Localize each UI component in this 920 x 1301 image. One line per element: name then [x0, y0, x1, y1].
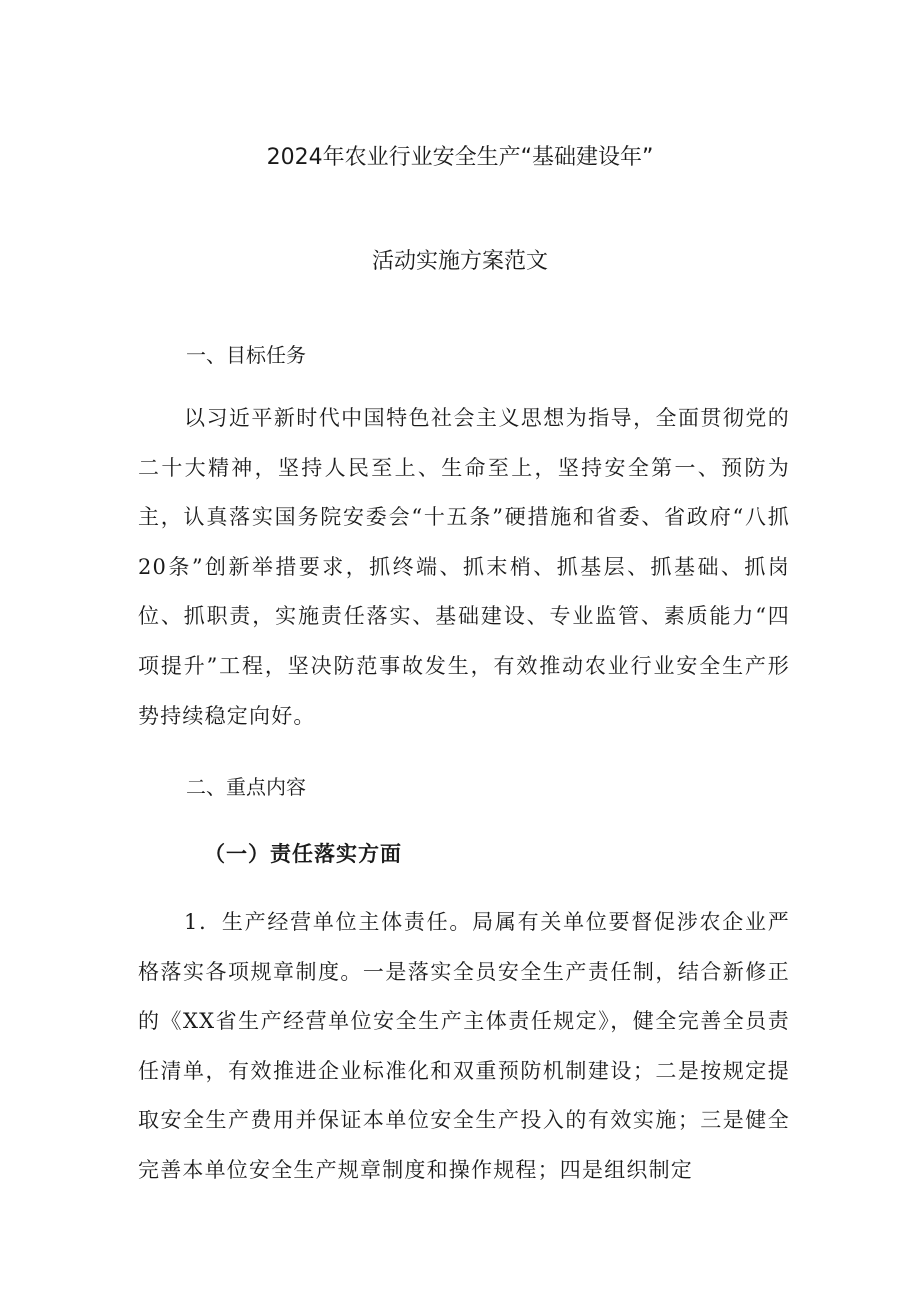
section-paragraph-goals: 以习近平新时代中国特色社会主义思想为指导，全面贯彻党的二十大精神，坚持人民至上、生命至上，坚持安全第一、预防为主，认真落实国务院安委会“十五条”硬措施和省委、省政府“八抓20条”创新举措要求，抓终端、抓末梢、抓基层、抓基础、抓岗位、抓职责，实施责任落实、基础建设、专业监管、素质能力“四项提升”工程，坚决防范事故发生，有效推动农业行业安全生产形势持续稳定向好。 — [138, 406, 790, 728]
section-heading-goals: 一、目标任务 — [186, 343, 306, 367]
subsection-heading-responsibility: （一）责任落实方面 — [204, 842, 402, 866]
document-title-line-2: 活动实施方案范文 — [371, 249, 548, 274]
section-heading-key-content: 二、重点内容 — [186, 775, 306, 799]
document-title-line-1: 2024年农业行业安全生产“基础建设年” — [266, 145, 654, 170]
section-paragraph-responsibility: 1．生产经营单位主体责任。局属有关单位要督促涉农企业严格落实各项规章制度。一是落实全员安全生产责任制，结合新修正的《XX省生产经营单位安全生产主体责任规定》，健全完善全员责任清单，有效推进企业标准化和双重预防机制建设；二是按规定提取安全生产费用并保证本单位安全生产投入的有效实施；三是健全完善本单位安全生产规章制度和操作规程；四是组织制定 — [138, 910, 790, 1182]
